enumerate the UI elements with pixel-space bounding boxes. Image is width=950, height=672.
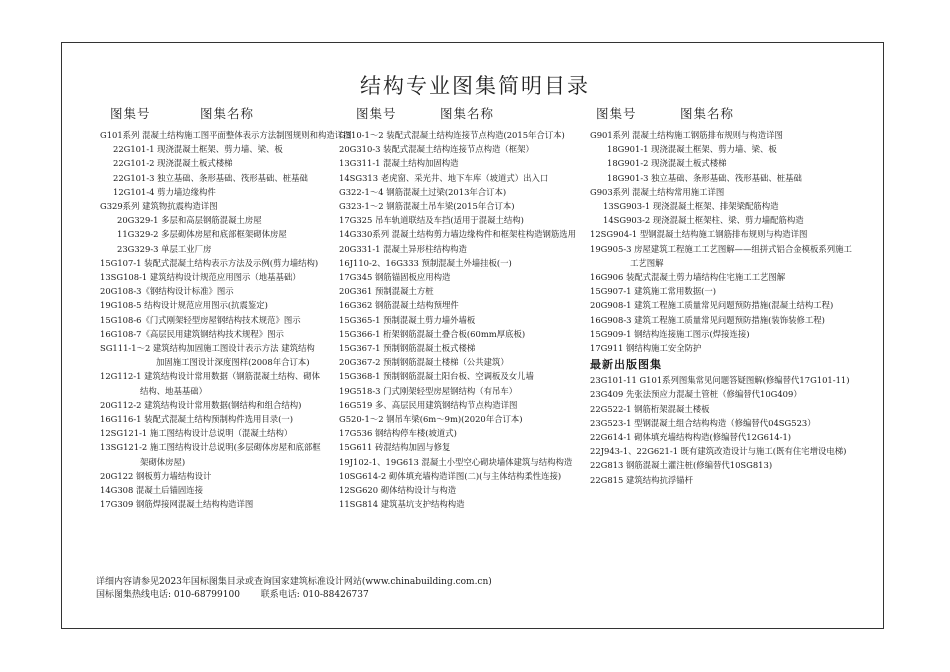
list-item: 14G330系列 混凝土结构剪力墙边缘构件和框架柱构造钢筋选用: [339, 229, 576, 240]
list-item: G323-1～2 钢筋混凝土吊车梁(2015年合订本): [339, 201, 515, 212]
list-item: 16G908-3 建筑工程施工质量常见问题预防措施(装饰装修工程): [590, 314, 825, 325]
list-item: 16G108-7《高层民用建筑钢结构技术规程》图示: [100, 328, 284, 339]
col1-name-header: 图集名称: [200, 106, 255, 121]
list-item: 15G365-1 预制混凝土剪力墙外墙板: [339, 314, 476, 325]
list-item: 18G901-2 现浇混凝土板式楼梯: [607, 158, 727, 169]
list-item: 17G325 吊车轨道联结及车挡(适用于混凝土结构): [339, 215, 524, 226]
list-item: 13SG121-2 施工图结构设计总说明(多层砌体房屋和底部框: [100, 442, 321, 453]
list-item: 23G523-1 型钢混凝土组合结构构造（修编替代04SG523）: [590, 417, 816, 428]
list-item: 19G518-3 门式刚架轻型房屋钢结构（有吊车）: [339, 385, 518, 396]
list-item: 19J102-1、19G613 混凝土小型空心砌块墙体建筑与结构构造: [339, 456, 573, 467]
list-item: 15G611 砖混结构加固与修复: [339, 442, 451, 453]
list-item-continued: 工艺图解: [630, 257, 664, 268]
list-item-continued: 结构、地基基础）: [140, 385, 207, 396]
list-item: G322-1～4 钢筋混凝土过梁(2013年合订本): [339, 186, 507, 197]
list-item: 23G329-3 单层工业厂房: [117, 243, 212, 254]
list-item: 22G101-1 现浇混凝土框架、剪力墙、梁、板: [113, 144, 283, 155]
list-item: 15G366-1 桁架钢筋混凝土叠合板(60mm厚底板): [339, 328, 526, 339]
list-item: 20G112-2 建筑结构设计常用数据(钢结构和组合结构): [100, 399, 302, 410]
list-item: 20G329-1 多层和高层钢筋混凝土房屋: [117, 215, 262, 226]
list-item: 22G101-2 现浇混凝土板式楼梯: [113, 158, 233, 169]
list-item: 13G311-1 混凝土结构加固构造: [339, 158, 459, 169]
list-item: 13SG108-1 建筑结构设计规范应用图示（地基基础）: [100, 272, 301, 283]
list-item: 15G367-1 预制钢筋混凝土板式楼梯: [339, 343, 476, 354]
footer-notes: [96, 576, 492, 601]
list-item: 12SG904-1 型钢混凝土结构施工钢筋排布规则与构造详图: [590, 229, 808, 240]
new-publications-heading: 最新出版图集: [590, 358, 662, 372]
list-item: G310-1～2 装配式混凝土结构连接节点构造(2015年合订本): [339, 130, 565, 140]
footer-website-note: 详细内容请参见2023年国标图集目录或查询国家建筑标准设计网站(www.chinabuilding.com.cn): [96, 577, 492, 587]
list-item: 16G519 多、高层民用建筑钢结构节点构造详图: [339, 399, 518, 410]
list-item: SG111-1～2 建筑结构加固施工图设计表示方法 建筑结构: [100, 343, 315, 354]
list-item: 15G368-1 预制钢筋混凝土阳台板、空调板及女儿墙: [339, 371, 534, 382]
list-item: 23G409 先张法预应力混凝土管桩（修编替代10G409）: [590, 389, 802, 400]
list-item: G101系列 混凝土结构施工图平面整体表示方法制图规则和构造详图: [100, 130, 352, 140]
col2-num-header: 图集号: [356, 106, 397, 121]
list-item: 18G901-3 独立基础、条形基础、筏形基础、桩基础: [607, 172, 802, 183]
list-item: 20G310-3 装配式混凝土结构连接节点构造（框架）: [339, 144, 534, 155]
footer-phone-line: [96, 589, 492, 602]
list-item: 14G308 混凝土后锚固连接: [100, 485, 203, 496]
footer-hotline: 国标图集热线电话: 010-68799100: [96, 589, 240, 600]
list-item: 22G614-1 砌体填充墙结构构造(修编替代12G614-1): [590, 432, 792, 443]
list-item: 15G107-1 装配式混凝土结构表示方法及示例(剪力墙结构): [100, 257, 319, 268]
catalog-column-2: [339, 128, 576, 511]
list-item: 12SG121-1 施工图结构设计总说明（混凝土结构）: [100, 428, 293, 439]
list-item: 12SG620 砌体结构设计与构造: [339, 485, 457, 496]
list-item: 16G362 钢筋混凝土结构预埋件: [339, 300, 459, 311]
list-item: 11G329-2 多层砌体房屋和底部框架砌体房屋: [117, 229, 287, 240]
list-item: 20G122 钢板剪力墙结构设计: [100, 470, 212, 481]
list-item: 17G345 钢筋锚固板应用构造: [339, 272, 451, 283]
list-item: 12G101-4 剪力墙边缘构件: [113, 186, 216, 197]
list-item: 20G108-3《钢结构设计标准》图示: [100, 286, 234, 297]
list-item: 15G909-1 钢结构连接施工图示(焊接连接): [590, 328, 750, 339]
list-item: 12G112-1 建筑结构设计常用数据（钢筋混凝土结构、砌体: [100, 371, 321, 382]
list-item: 20G908-1 建筑工程施工质量常见问题预防措施(混凝土结构工程): [590, 300, 834, 311]
list-item: 17G536 钢结构停车楼(坡道式): [339, 428, 457, 439]
col3-name-header: 图集名称: [680, 106, 735, 121]
list-item: 10SG614-2 砌体填充墙构造详图(二)(与主体结构柔性连接): [339, 470, 562, 481]
page-title: 结构专业图集简明目录: [360, 74, 590, 98]
list-item: 19G905-3 房屋建筑工程施工工艺图解——组拼式铝合金模板系列施工: [590, 243, 852, 254]
col2-name-header: 图集名称: [440, 106, 495, 121]
list-item: 13SG903-1 现浇混凝土框架、排架梁配筋构造: [603, 201, 779, 212]
col1-num-header: 图集号: [110, 106, 151, 121]
list-item: 15G907-1 建筑施工常用数据(一): [590, 286, 717, 297]
footer-contact: 联系电话: 010-88426737: [260, 589, 369, 600]
list-item: 20G361 预制混凝土方桩: [339, 286, 434, 297]
list-item: G329系列 建筑物抗震构造详图: [100, 201, 218, 212]
list-item: G903系列 混凝土结构常用施工详图: [590, 186, 725, 197]
list-item-continued: 加固施工图设计深度图样(2008年合订本): [156, 357, 310, 368]
list-item: G901系列 混凝土结构施工钢筋排布规则与构造详图: [590, 130, 783, 140]
list-item: 18G901-1 现浇混凝土框架、剪力墙、梁、板: [607, 144, 777, 155]
list-item: 16J110-2、16G333 预制混凝土外墙挂板(一): [339, 257, 512, 268]
list-item: 17G309 钢筋焊接网混凝土结构构造详图: [100, 499, 254, 510]
list-item: 16G116-1 装配式混凝土结构预制构件选用目录(一): [100, 414, 294, 425]
list-item: 19G108-5 结构设计规范应用图示(抗震鉴定): [100, 300, 268, 311]
catalog-column-3: [590, 128, 852, 487]
list-item: 22J943-1、22G621-1 既有建筑改造设计与施工(既有住宅增设电梯): [590, 446, 847, 457]
list-item: 17G911 钢结构施工安全防护: [590, 343, 702, 354]
list-item: 15G108-6《门式刚架轻型房屋钢结构技术规范》图示: [100, 314, 301, 325]
list-item: 14SG313 老虎窗、采光井、地下车库（坡道式）出入口: [339, 172, 549, 183]
list-item: 20G367-2 预制钢筋混凝土楼梯（公共建筑）: [339, 357, 509, 368]
catalog-column-1: [100, 128, 351, 511]
list-item: 20G331-1 混凝土异形柱结构构造: [339, 243, 467, 254]
list-item: 16G906 装配式混凝土剪力墙结构住宅施工工艺图解: [590, 272, 786, 283]
list-item: 22G101-3 独立基础、条形基础、筏形基础、桩基础: [113, 172, 308, 183]
list-item: 23G101-11 G101系列图集常见问题答疑图解(修编替代17G101-11): [590, 375, 850, 386]
list-item: 14SG903-2 现浇混凝土框架柱、梁、剪力墙配筋构造: [603, 215, 804, 226]
list-item-continued: 架砌体房屋): [140, 456, 186, 467]
list-item: 22G522-1 钢筋桁架混凝土楼板: [590, 403, 710, 414]
list-item: 11SG814 建筑基坑支护结构构造: [339, 499, 465, 510]
list-item: G520-1～2 钢吊车梁(6m～9m)(2020年合订本): [339, 414, 523, 425]
col3-num-header: 图集号: [596, 106, 637, 121]
list-item: 22G815 建筑结构抗浮锚杆: [590, 474, 693, 485]
list-item: 22G813 钢筋混凝土灌注桩(修编替代10SG813): [590, 460, 773, 471]
